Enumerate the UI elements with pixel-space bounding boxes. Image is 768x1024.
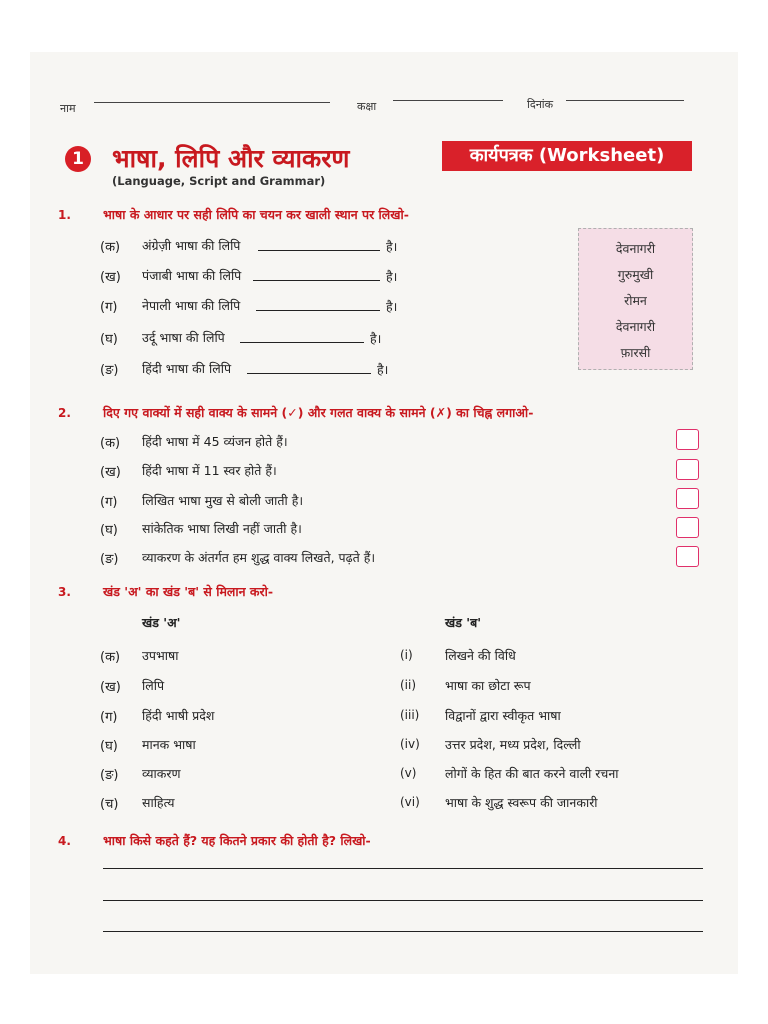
q2-item-text: हिंदी भाषा में 11 स्वर होते हैं। bbox=[142, 463, 277, 478]
q2-item-text: व्याकरण के अंतर्गत हम शुद्ध वाक्य लिखते, पढ़ते हैं। bbox=[142, 550, 376, 565]
date-field[interactable] bbox=[566, 100, 684, 101]
word-bank-item: फ़ारसी bbox=[620, 345, 651, 360]
q2-item-label: (ग) bbox=[100, 495, 118, 510]
q1-item-end: है। bbox=[386, 269, 398, 284]
class-label: कक्षा bbox=[357, 100, 377, 113]
match-a-text: उपभाषा bbox=[142, 648, 179, 663]
q1-blank[interactable] bbox=[247, 373, 371, 374]
chapter-title: भाषा, लिपि और व्याकरण bbox=[112, 144, 350, 173]
q1-prompt: भाषा के आधार पर सही लिपि का चयन कर खाली स्थान पर लिखो- bbox=[103, 207, 409, 222]
date-label: दिनांक bbox=[527, 98, 554, 111]
word-bank-item: देवनागरी bbox=[615, 319, 656, 334]
match-b-text: विद्वानों द्वारा स्वीकृत भाषा bbox=[445, 708, 561, 723]
q2-prompt: दिए गए वाक्यों में सही वाक्य के सामने (✓) और गलत वाक्य के सामने (✗) का चिह्न लगाओ- bbox=[103, 405, 534, 420]
q1-item-end: है। bbox=[377, 362, 389, 377]
q2-item-label: (क) bbox=[100, 436, 121, 451]
q3-number: 3. bbox=[58, 585, 71, 599]
match-b-text: उत्तर प्रदेश, मध्य प्रदेश, दिल्ली bbox=[445, 737, 581, 752]
q1-item-label: (ग) bbox=[100, 300, 118, 315]
match-a-text: मानक भाषा bbox=[142, 737, 196, 752]
q1-blank[interactable] bbox=[240, 342, 364, 343]
column-a-heading: खंड 'अ' bbox=[142, 615, 181, 630]
match-b-number: (vi) bbox=[400, 795, 420, 809]
chapter-number-badge: 1 bbox=[65, 146, 91, 172]
match-b-number: (iii) bbox=[400, 708, 420, 722]
worksheet-badge: कार्यपत्रक (Worksheet) bbox=[442, 141, 692, 171]
true-false-checkbox[interactable] bbox=[676, 517, 699, 538]
word-bank-item: रोमन bbox=[624, 293, 647, 308]
q1-blank[interactable] bbox=[256, 310, 380, 311]
match-b-number: (ii) bbox=[400, 678, 417, 692]
true-false-checkbox[interactable] bbox=[676, 488, 699, 509]
column-b-heading: खंड 'ब' bbox=[445, 615, 482, 630]
true-false-checkbox[interactable] bbox=[676, 429, 699, 450]
q1-item-text: उर्दू भाषा की लिपि bbox=[142, 330, 225, 345]
q2-item-text: हिंदी भाषा में 45 व्यंजन होते हैं। bbox=[142, 434, 288, 449]
true-false-checkbox[interactable] bbox=[676, 546, 699, 567]
match-b-text: भाषा का छोटा रूप bbox=[445, 678, 531, 693]
match-a-label: (च) bbox=[100, 797, 119, 812]
q1-blank[interactable] bbox=[258, 250, 380, 251]
answer-writing-line[interactable] bbox=[103, 931, 703, 932]
q4-number: 4. bbox=[58, 834, 71, 848]
q1-item-label: (ङ) bbox=[100, 363, 119, 378]
match-a-text: व्याकरण bbox=[142, 766, 181, 781]
match-b-text: भाषा के शुद्ध स्वरूप की जानकारी bbox=[445, 795, 598, 810]
q1-item-label: (ख) bbox=[100, 270, 121, 285]
match-a-label: (क) bbox=[100, 650, 121, 665]
class-field[interactable] bbox=[393, 100, 503, 101]
match-a-label: (ख) bbox=[100, 680, 121, 695]
q2-item-label: (ङ) bbox=[100, 552, 119, 567]
q2-item-label: (ख) bbox=[100, 465, 121, 480]
q1-item-text: पंजाबी भाषा की लिपि bbox=[142, 268, 242, 283]
word-bank-item: गुरुमुखी bbox=[617, 267, 654, 282]
q2-number: 2. bbox=[58, 406, 71, 420]
true-false-checkbox[interactable] bbox=[676, 459, 699, 480]
q1-item-text: हिंदी भाषा की लिपि bbox=[142, 361, 232, 376]
match-b-number: (i) bbox=[400, 648, 413, 662]
match-a-label: (ग) bbox=[100, 710, 118, 725]
q4-prompt: भाषा किसे कहते हैं? यह कितने प्रकार की होती है? लिखो- bbox=[103, 833, 371, 848]
q2-item-label: (घ) bbox=[100, 523, 118, 538]
chapter-subtitle: (Language, Script and Grammar) bbox=[112, 174, 326, 188]
match-a-label: (घ) bbox=[100, 739, 118, 754]
match-a-text: लिपि bbox=[142, 678, 165, 693]
answer-writing-line[interactable] bbox=[103, 900, 703, 901]
answer-writing-line[interactable] bbox=[103, 868, 703, 869]
q1-item-text: अंग्रेज़ी भाषा की लिपि bbox=[142, 238, 241, 253]
match-b-number: (v) bbox=[400, 766, 417, 780]
q3-prompt: खंड 'अ' का खंड 'ब' से मिलान करो- bbox=[103, 584, 274, 599]
q1-item-text: नेपाली भाषा की लिपि bbox=[142, 298, 241, 313]
q1-item-end: है। bbox=[386, 239, 398, 254]
q1-item-label: (घ) bbox=[100, 332, 118, 347]
match-a-text: हिंदी भाषी प्रदेश bbox=[142, 708, 215, 723]
q1-item-end: है। bbox=[370, 331, 382, 346]
word-bank bbox=[578, 228, 693, 370]
word-bank-item: देवनागरी bbox=[615, 241, 656, 256]
match-b-text: लोगों के हित की बात करने वाली रचना bbox=[445, 766, 619, 781]
name-label: नाम bbox=[60, 102, 76, 115]
name-field[interactable] bbox=[94, 102, 330, 103]
q1-number: 1. bbox=[58, 208, 71, 222]
match-b-number: (iv) bbox=[400, 737, 420, 751]
q2-item-text: सांकेतिक भाषा लिखी नहीं जाती है। bbox=[142, 521, 302, 536]
q2-item-text: लिखित भाषा मुख से बोली जाती है। bbox=[142, 493, 304, 508]
q1-item-label: (क) bbox=[100, 240, 121, 255]
match-b-text: लिखने की विधि bbox=[445, 648, 516, 663]
q1-blank[interactable] bbox=[253, 280, 380, 281]
match-a-label: (ङ) bbox=[100, 768, 119, 783]
q1-item-end: है। bbox=[386, 299, 398, 314]
match-a-text: साहित्य bbox=[142, 795, 175, 810]
